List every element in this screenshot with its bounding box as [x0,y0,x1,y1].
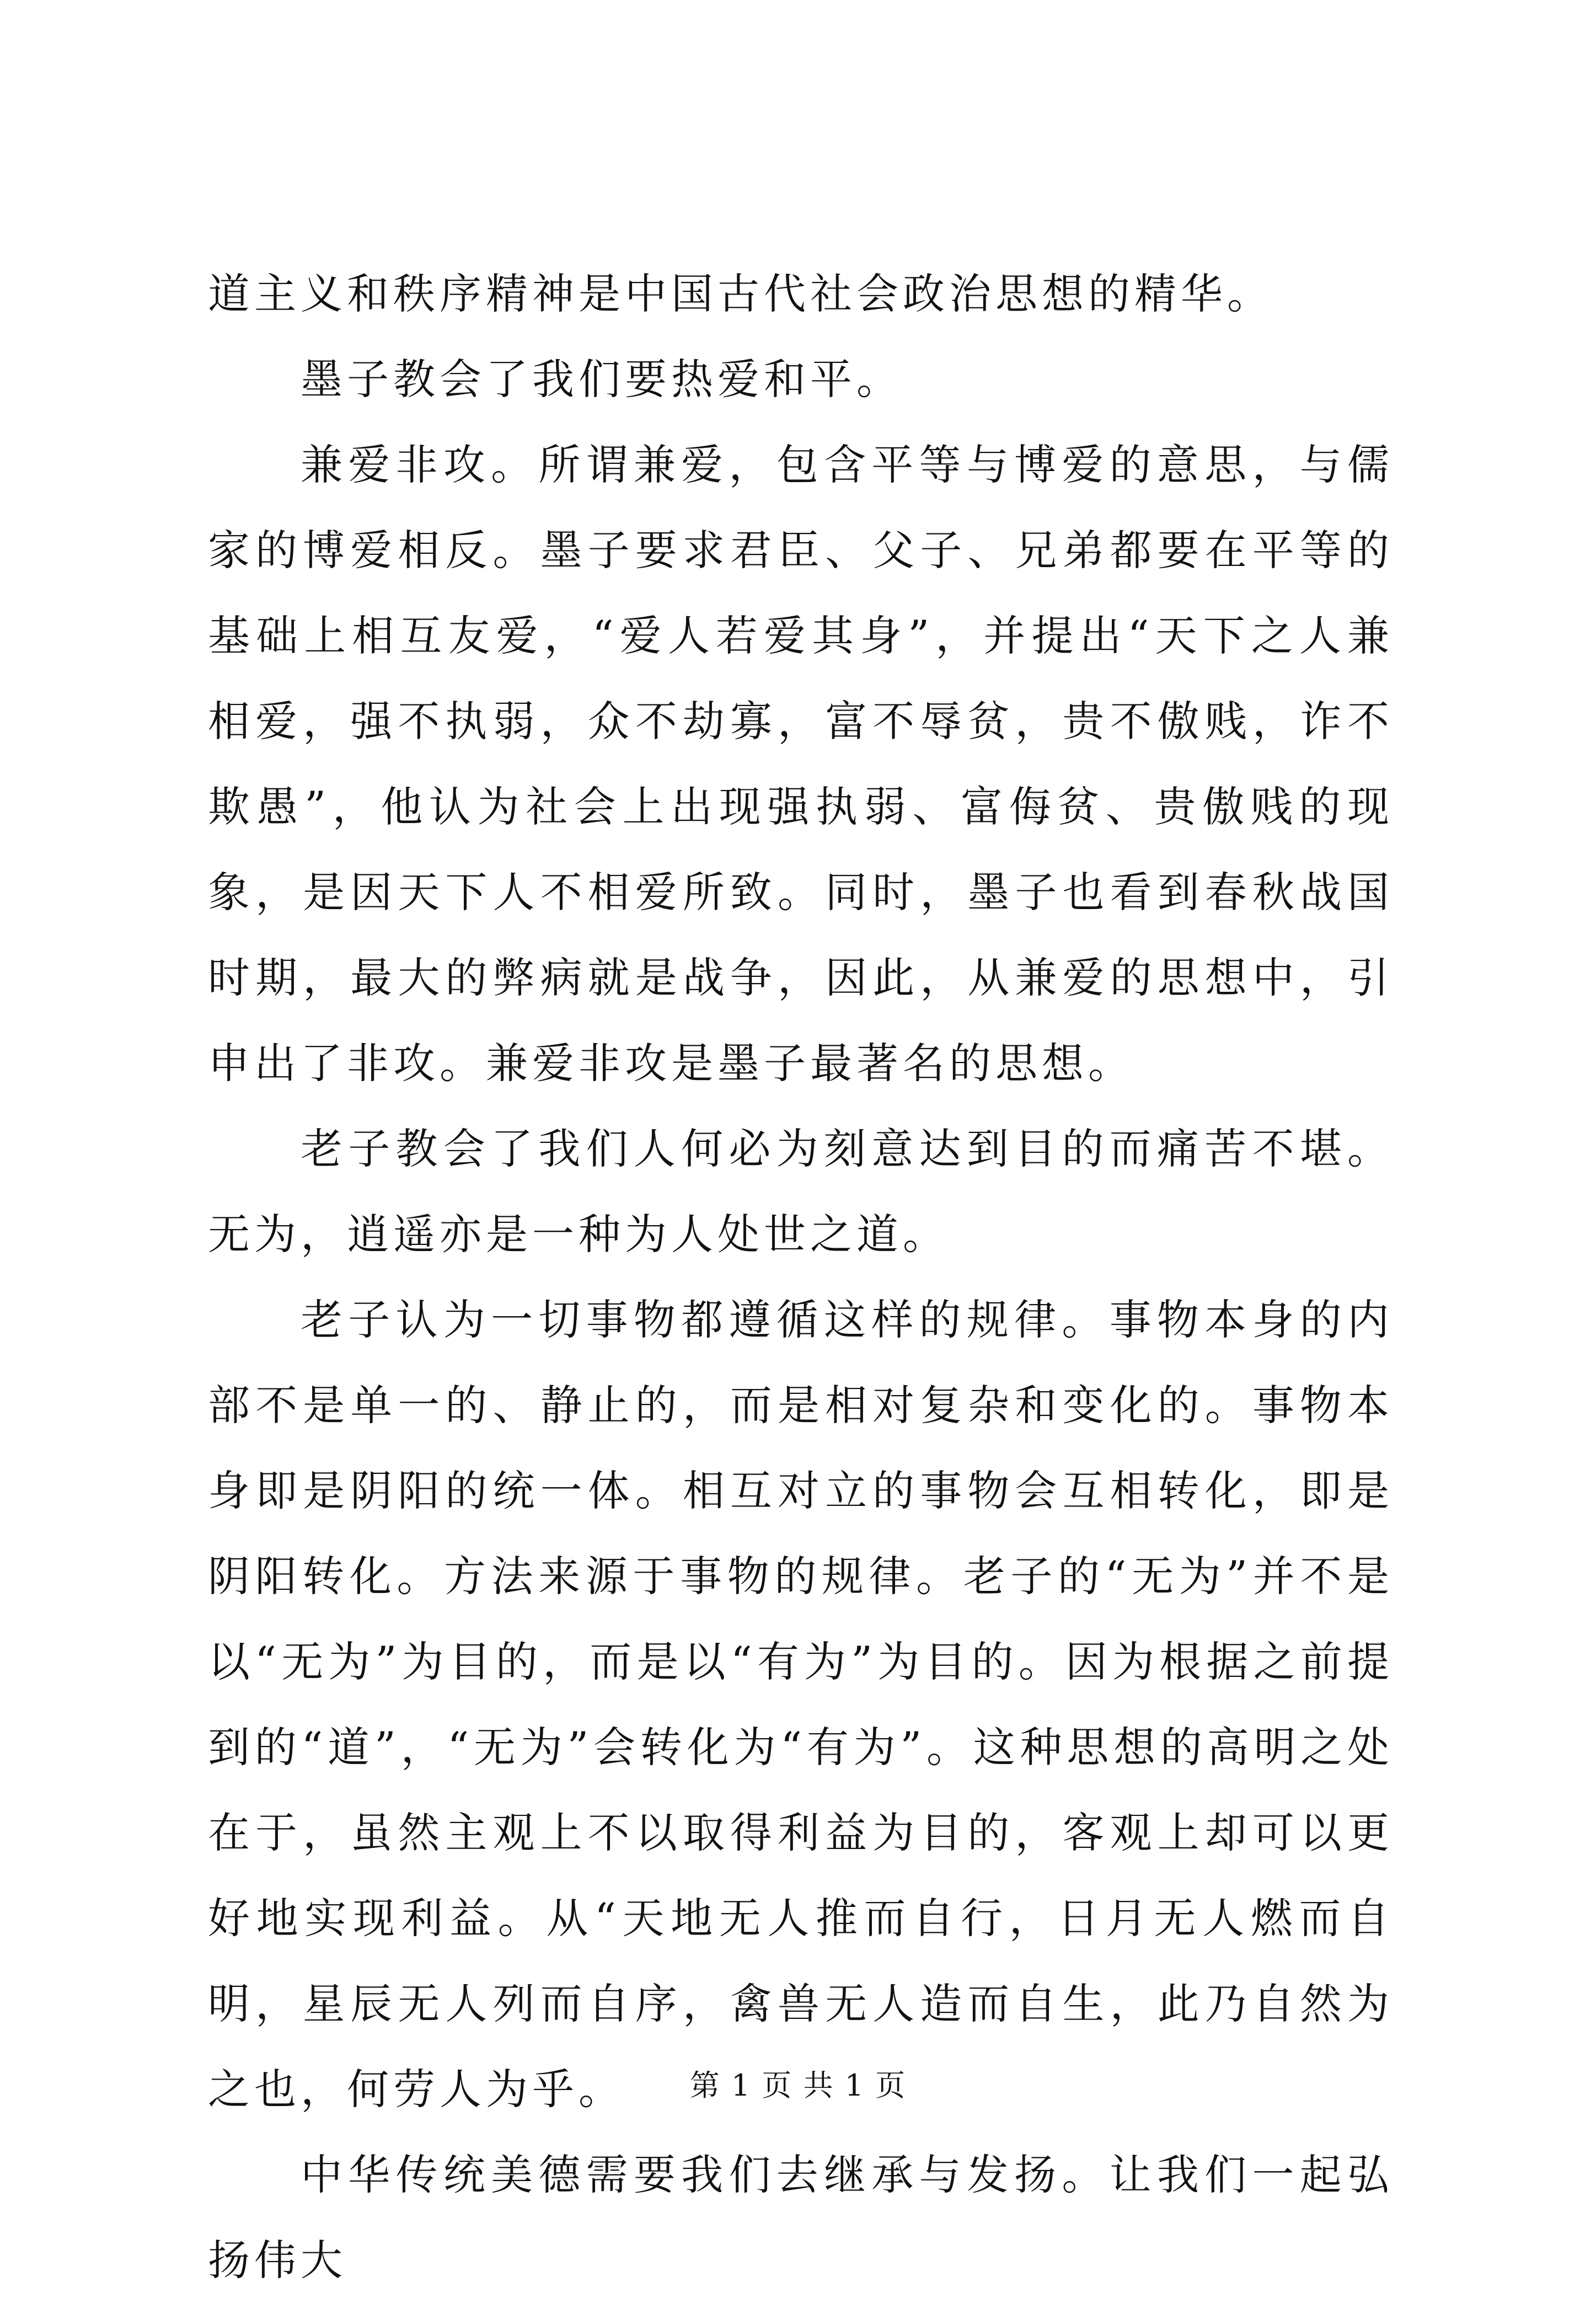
paragraph-laozi-intro: 老子教会了我们人何必为刻意达到目的而痛苦不堪。无为，逍遥亦是一种为人处世之道。 [208,1124,1394,1259]
paragraph-continuation: 道主义和秩序精神是中国古代社会政治思想的精华。 [208,269,1273,318]
paragraph-laozi-wuwei: 老子认为一切事物都遵循这样的规律。事物本身的内部不是单一的、静止的，而是相对复杂和变化的。事物本身即是阴阳的统一体。相互对立的事物会互相转化，即是阴阳转化。方法来源于事物的规律。老子的“无为”并不是以“无为”为目的，而是以“有为”为目的。因为根据之前提到的“道”，“无为”会转化为“有为”。这种思想的高明之处在于，虽然主观上不以取得利益为目的，客观上却可以更好地实现利益。从“天地无人推而自行，日月无人燃而自明，星辰无人列而自序，禽兽无人造而自生，此乃自然为之也，何劳人为乎。 [208,1295,1394,2114]
document-body [208,251,1394,2303]
paragraph-jianai-feigong: 兼爱非攻。所谓兼爱，包含平等与博爱的意思，与儒家的博爱相反。墨子要求君臣、父子、兄弟都要在平等的基础上相互友爱，“爱人若爱其身”，并提出“天下之人兼相爱，强不执弱，众不劫寡，富不辱贫，贵不傲贱，诈不欺愚”，他认为社会上出现强执弱、富侮贫、贵傲贱的现象，是因天下人不相爱所致。同时，墨子也看到春秋战国时期，最大的弊病就是战争，因此，从兼爱的思想中，引申出了非攻。兼爱非攻是墨子最著名的思想。 [208,440,1394,1088]
paragraph-mozi-intro: 墨子教会了我们要热爱和平。 [301,355,903,404]
paragraph-conclusion: 中华传统美德需要我们去继承与发扬。让我们一起弘扬伟大 [208,2150,1394,2285]
page-footer: 第 1 页 共 1 页 [689,2068,907,2103]
